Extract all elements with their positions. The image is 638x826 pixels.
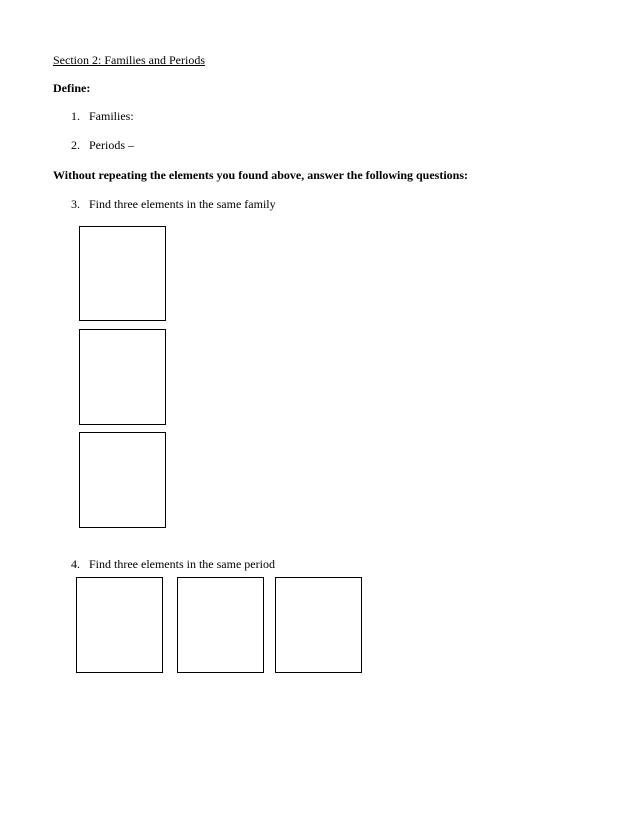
question-number: 4.	[71, 557, 80, 571]
period-answer-box-1[interactable]	[76, 577, 163, 673]
section-title: Section 2: Families and Periods	[53, 53, 205, 67]
family-answer-box-2[interactable]	[79, 329, 166, 425]
question-number: 3.	[71, 197, 80, 211]
period-answer-box-3[interactable]	[275, 577, 362, 673]
question-text: Find three elements in the same family	[89, 197, 276, 211]
definition-text: Periods –	[89, 138, 134, 152]
definition-number: 1.	[71, 109, 80, 123]
period-answer-box-2[interactable]	[177, 577, 264, 673]
family-answer-box-3[interactable]	[79, 432, 166, 528]
family-answer-box-1[interactable]	[79, 226, 166, 321]
definition-number: 2.	[71, 138, 80, 152]
instructions: Without repeating the elements you found above, answer the following questions:	[53, 168, 469, 182]
define-label: Define:	[53, 81, 91, 95]
question-text: Find three elements in the same period	[89, 557, 275, 571]
definition-text: Families:	[89, 109, 134, 123]
